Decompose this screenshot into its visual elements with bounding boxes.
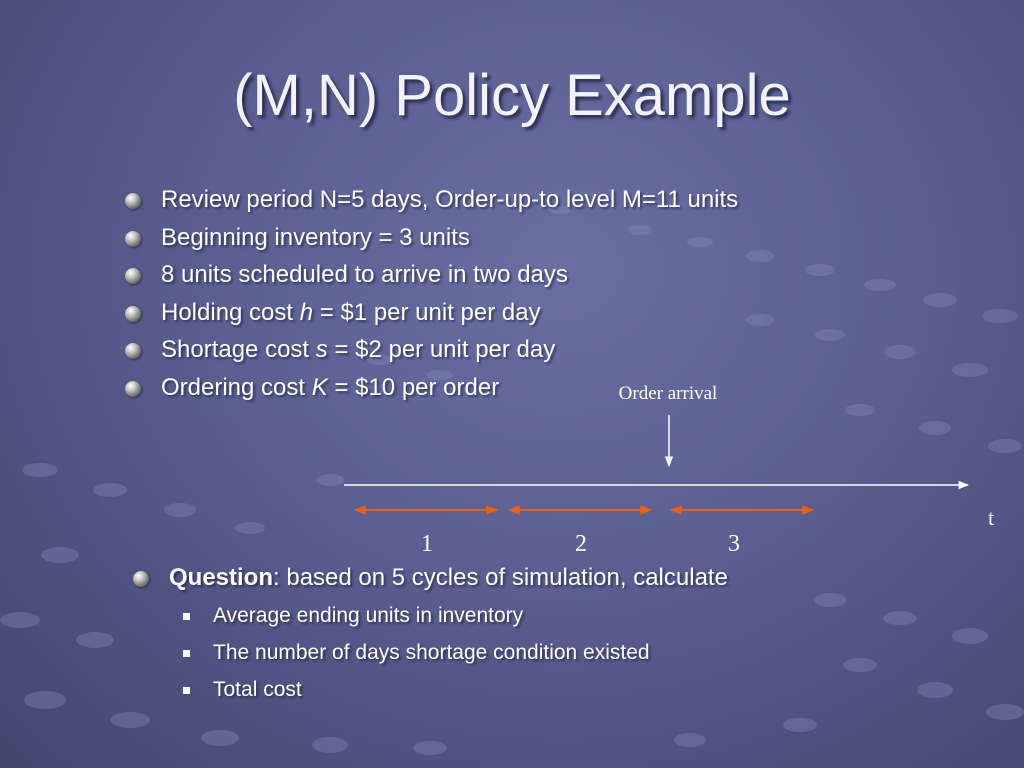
square-bullet-icon	[183, 613, 190, 620]
question-subitems	[169, 598, 728, 709]
square-bullet-icon	[183, 650, 190, 657]
bullet-variable: s	[315, 336, 328, 363]
bullet-text-after: = $2 per unit per day	[327, 336, 556, 363]
bullet-orb-icon	[133, 571, 149, 587]
question-label: Question	[169, 564, 274, 591]
question-bullet	[133, 560, 728, 709]
subitem-average-ending-inventory	[169, 598, 728, 635]
subitem-text: Total cost	[213, 678, 302, 701]
bullet-variable: h	[299, 298, 314, 326]
question-list	[133, 560, 728, 709]
period-2-label: 2	[575, 531, 587, 557]
subitem-text: The number of days shortage condition existed	[213, 641, 650, 664]
subitem-shortage-days	[169, 635, 728, 672]
bullet-text: Review period N=5 days, Order-up-to level M=11 units	[161, 186, 739, 213]
period-3-label: 3	[728, 531, 740, 557]
subitem-total-cost	[169, 672, 728, 709]
bullet-text-before: Holding cost	[161, 298, 300, 326]
period-1-label: 1	[421, 531, 433, 557]
order-arrival-label: Order arrival	[618, 383, 718, 404]
subitem-text: Average ending units in inventory	[213, 604, 524, 627]
slide-title: (M,N) Policy Example	[233, 63, 791, 128]
square-bullet-icon	[183, 687, 190, 694]
bullet-text: 8 units scheduled to arrive in two days	[161, 261, 568, 288]
bullet-text-after: = $10 per order	[327, 373, 500, 401]
bullet-variable: K	[311, 373, 328, 401]
bullet-text-before: Shortage cost	[161, 336, 316, 363]
bullet-text-before: Ordering cost	[161, 373, 312, 401]
bullet-text: Beginning inventory = 3 units	[161, 223, 470, 251]
time-axis-label: t	[987, 505, 995, 530]
bullet-text-after: = $1 per unit per day	[313, 298, 541, 326]
question-text: : based on 5 cycles of simulation, calculate	[273, 564, 728, 591]
